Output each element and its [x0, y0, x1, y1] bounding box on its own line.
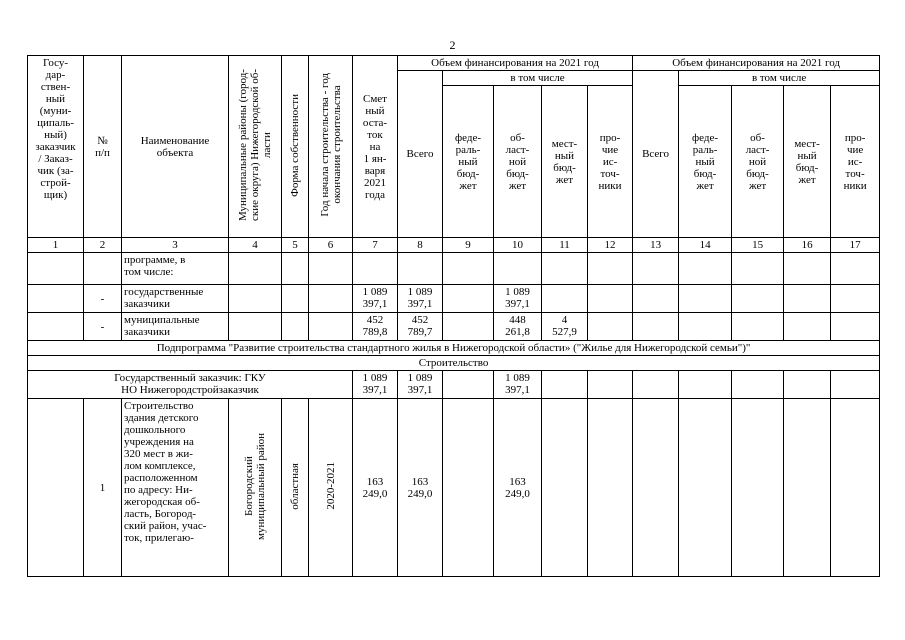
- cell-estimate: 452 789,8: [353, 313, 398, 341]
- cell-estimate: 1 089 397,1: [353, 285, 398, 313]
- header-incl-b: в том числе: [679, 71, 880, 86]
- col-num: 2: [84, 238, 122, 253]
- col-num: 14: [679, 238, 732, 253]
- cell-local: 4 527,9: [542, 313, 588, 341]
- cell-estimate: 1 089 397,1: [353, 371, 398, 399]
- cell-estimate: 163 249,0: [353, 399, 398, 577]
- financing-table: [27, 55, 880, 577]
- cell-regional: 1 089 397,1: [494, 371, 542, 399]
- header-local-a: мест- ный бюд- жет: [542, 86, 588, 238]
- header-years: Год начала строительства - год окончания строительства: [309, 56, 353, 238]
- col-num: 17: [831, 238, 880, 253]
- page-number: 2: [449, 38, 456, 52]
- col-num: 9: [443, 238, 494, 253]
- ownership-cell: областная: [282, 399, 309, 577]
- row-number: 1: [84, 399, 122, 577]
- cell-regional: 163 249,0: [494, 399, 542, 577]
- header-federal-b: феде- раль- ный бюд- жет: [679, 86, 732, 238]
- header-total-a: Всего: [398, 71, 443, 238]
- header-other-a: про- чие ис- точ- ники: [588, 86, 633, 238]
- col-num: 4: [229, 238, 282, 253]
- header-number: № п/п: [84, 56, 122, 238]
- table-row: [28, 371, 880, 399]
- header-financing-b: Объем финансирования на 2021 год: [633, 56, 880, 71]
- col-num: 10: [494, 238, 542, 253]
- col-num: 11: [542, 238, 588, 253]
- subprogram-title: Подпрограмма "Развитие строительства стандартного жилья в Нижегородской области» ("Жилье для Нижегородской семьи")": [28, 341, 880, 356]
- row-name: муниципальные заказчики: [122, 313, 229, 341]
- col-num: 16: [784, 238, 831, 253]
- header-federal-a: феде- раль- ный бюд- жет: [443, 86, 494, 238]
- col-num: 5: [282, 238, 309, 253]
- column-number-row: [28, 238, 880, 253]
- table-row: [28, 313, 880, 341]
- header-total-b: Всего: [633, 71, 679, 238]
- col-num: 8: [398, 238, 443, 253]
- cell-total: 452 789,7: [398, 313, 443, 341]
- header-financing-a: Объем финансирования на 2021 год: [398, 56, 633, 71]
- cell-regional: 448 261,8: [494, 313, 542, 341]
- cell-regional: 1 089 397,1: [494, 285, 542, 313]
- table-row: [28, 399, 880, 577]
- col-num: 1: [28, 238, 84, 253]
- header-local-b: мест- ный бюд- жет: [784, 86, 831, 238]
- table-row: [28, 285, 880, 313]
- col-num: 3: [122, 238, 229, 253]
- cell-total: 1 089 397,1: [398, 371, 443, 399]
- header-incl-a: в том числе: [443, 71, 633, 86]
- header-estimate-balance: Смет ный оста- ток на 1 ян- варя 2021 года: [353, 56, 398, 238]
- cell-total: 163 249,0: [398, 399, 443, 577]
- section-title: Строительство: [28, 356, 880, 371]
- row-number: -: [84, 313, 122, 341]
- header-districts: Муниципальные районы (город- ские округа) Нижегородской об- ласти: [229, 56, 282, 238]
- object-description: Строительство здания детского дошкольного учреждения на 320 мест в жи- лом комплексе, расположенном по адресу: Ни- жегородская об- ласть, Богород- ский район, учас- ток, прилегаю-: [122, 399, 229, 577]
- row-number: -: [84, 285, 122, 313]
- col-num: 15: [732, 238, 784, 253]
- col-num: 6: [309, 238, 353, 253]
- row-name: государственные заказчики: [122, 285, 229, 313]
- col-num: 12: [588, 238, 633, 253]
- header-customer: Госу- дар- ствен- ный (муни- ципаль- ный) заказчик / Заказ- чик (за- строй- щик): [28, 56, 84, 238]
- header-object-name: Наименование объекта: [122, 56, 229, 238]
- customer-name: Государственный заказчик: ГКУ НО Нижегородстройзаказчик: [28, 371, 353, 399]
- table-row: [28, 253, 880, 285]
- row-name: программе, в том числе:: [122, 253, 229, 285]
- col-num: 7: [353, 238, 398, 253]
- header-regional-a: об- ласт- ной бюд- жет: [494, 86, 542, 238]
- cell-total: 1 089 397,1: [398, 285, 443, 313]
- header-ownership: Форма собственности: [282, 56, 309, 238]
- header-other-b: про- чие ис- точ- ники: [831, 86, 880, 238]
- col-num: 13: [633, 238, 679, 253]
- district-cell: Богородский муниципальный район: [229, 399, 282, 577]
- header-regional-b: об- ласт- ной бюд- жет: [732, 86, 784, 238]
- years-cell: 2020-2021: [309, 399, 353, 577]
